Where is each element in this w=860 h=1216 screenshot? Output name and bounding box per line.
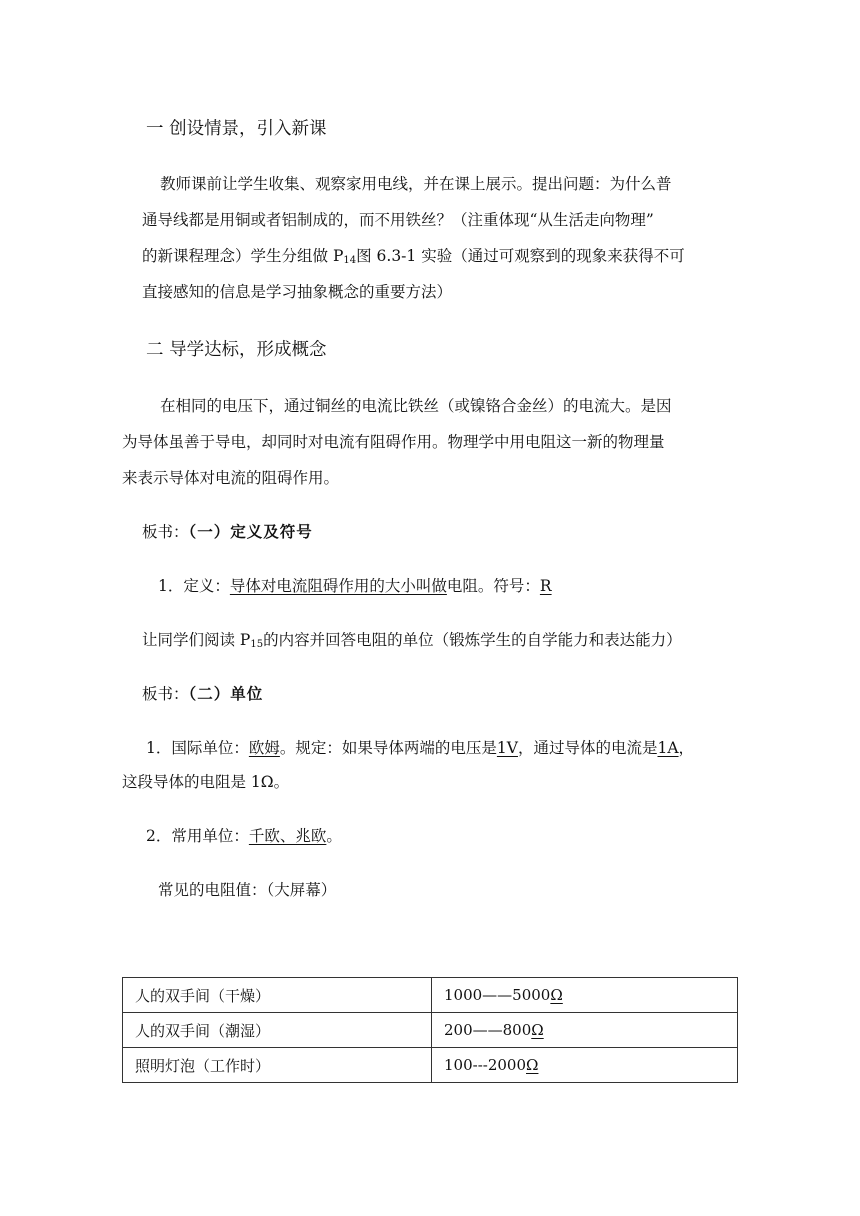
reading-line xyxy=(142,630,682,655)
table-cell-item: 照明灯泡（工作时） xyxy=(123,1048,432,1083)
text-run: 的内容并回答电阻的单位（锻炼学生的自学能力和表达能力） xyxy=(263,631,682,649)
table-cell-value xyxy=(432,1048,738,1083)
table-row xyxy=(123,978,738,1013)
text-run: ， xyxy=(678,739,695,757)
text-run: 的新课程理念）学生分组做 xyxy=(142,247,333,265)
section-1-heading: 一 创设情景，引入新课 xyxy=(146,119,327,139)
text-run: 。规定：如果导体两端的电压是 xyxy=(279,739,497,757)
section-2-para-line-2: 为导体虽善于导电，却同时对电流有阻碍作用。物理学中用电阻这一新的物理量 xyxy=(122,433,665,451)
board-1 xyxy=(142,522,313,542)
definition-symbol: R xyxy=(539,577,552,595)
text-run: ，通过导体的电流是 xyxy=(517,739,658,757)
table-cell-item: 人的双手间（潮湿） xyxy=(123,1013,432,1048)
value-unit: Ω xyxy=(526,1056,539,1074)
value-number: 200——800 xyxy=(444,1021,532,1039)
definition-mid: 电阻。符号： xyxy=(446,577,540,595)
table-cell-item: 人的双手间（干燥） xyxy=(123,978,432,1013)
common-units-names: 千欧、兆欧 xyxy=(248,827,327,845)
table-row xyxy=(123,1048,738,1083)
si-unit-name: 欧姆 xyxy=(248,739,280,757)
page-ref-sub: 14 xyxy=(343,255,357,266)
section-2-para-line-3: 来表示导体对电流的阻碍作用。 xyxy=(122,469,340,487)
si-unit-line-1 xyxy=(146,738,694,758)
si-unit-num: 1．国际单位： xyxy=(146,739,249,757)
section-2-heading: 二 导学达标，形成概念 xyxy=(146,340,327,360)
definition-line xyxy=(158,576,552,596)
common-values-intro: 常见的电阻值：（大屏幕） xyxy=(158,881,337,899)
section-1-para-line-4: 直接感知的信息是学习抽象概念的重要方法） xyxy=(142,283,453,301)
board-2 xyxy=(142,684,263,704)
section-1-para-line-3 xyxy=(142,246,685,271)
text-run: 。 xyxy=(326,827,342,845)
volt-value: 1V xyxy=(496,739,518,757)
value-number: 100---2000 xyxy=(444,1056,527,1074)
definition-num: 1．定义： xyxy=(158,577,230,595)
text-run: 让同学们阅读 P xyxy=(142,631,251,649)
value-unit: Ω xyxy=(550,986,563,1004)
text-run: 图 6.3-1 实验（通过可观察到的现象来获得不可 xyxy=(356,247,685,265)
definition-underlined: 导体对电流阻碍作用的大小叫做 xyxy=(229,577,447,595)
common-units-line xyxy=(146,826,342,846)
section-2-para-line-1: 在相同的电压下，通过铜丝的电流比铁丝（或镍铬合金丝）的电流大。是因 xyxy=(160,397,672,415)
page-ref: P xyxy=(332,247,344,265)
table-cell-value xyxy=(432,1013,738,1048)
section-1-para-line-1: 教师课前让学生收集、观察家用电线，并在课上展示。提出问题：为什么普 xyxy=(160,175,672,193)
board-prefix: 板书： xyxy=(142,523,189,541)
section-1-para-line-2: 通导线都是用铜或者铝制成的，而不用铁丝？（注重体现“从生活走向物理” xyxy=(142,211,654,229)
table-row xyxy=(123,1013,738,1048)
value-number: 1000——5000 xyxy=(444,986,551,1004)
board-title: （一）定义及符号 xyxy=(188,522,313,541)
board-title: （二）单位 xyxy=(188,684,264,703)
amp-value: 1A xyxy=(657,739,679,757)
resistance-table xyxy=(122,977,738,1083)
common-units-num: 2．常用单位： xyxy=(146,827,249,845)
value-unit: Ω xyxy=(531,1021,544,1039)
table-cell-value xyxy=(432,978,738,1013)
page-ref-sub: 15 xyxy=(250,639,264,650)
si-unit-line-2: 这段导体的电阻是 1Ω。 xyxy=(122,773,290,791)
board-prefix: 板书： xyxy=(142,685,189,703)
